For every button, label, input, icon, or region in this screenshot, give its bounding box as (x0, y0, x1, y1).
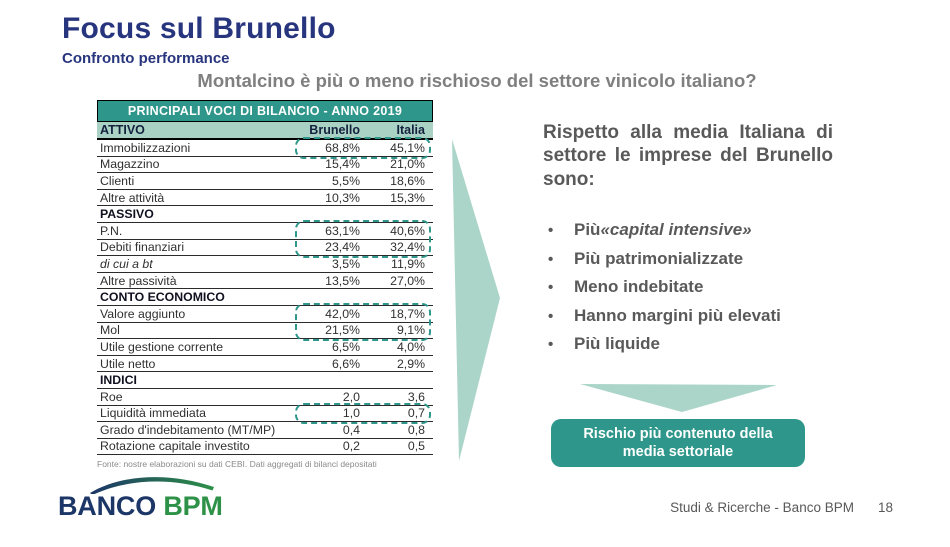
table-row (97, 439, 433, 456)
footer-credit: Studi & Ricerche - Banco BPM (670, 500, 854, 515)
insight-bullet (548, 307, 848, 324)
table-row (97, 256, 433, 273)
value-italia: 0,5 (407, 439, 425, 454)
row-label: Debiti finanziari (100, 240, 185, 255)
table-row (97, 240, 433, 257)
page-number: 18 (877, 500, 893, 515)
value-brunello: 2,0 (342, 389, 360, 404)
value-italia: 3,6 (407, 389, 425, 404)
row-label: P.N. (100, 223, 123, 238)
table-title-bar: PRINCIPALI VOCI DI BILANCIO - ANNO 2019 (97, 100, 433, 122)
table-row (97, 356, 433, 373)
column-italia-label: Italia (396, 123, 425, 137)
insight-bullet (548, 221, 848, 238)
bullet-dot-icon: • (548, 336, 554, 353)
bullet-text: Hanno margini più elevati (574, 305, 781, 325)
table-row (97, 323, 433, 340)
row-label: Immobilizzazioni (100, 140, 191, 155)
row-label: Utile gestione corrente (100, 339, 224, 354)
balance-table (97, 100, 433, 469)
table-section-row (97, 206, 433, 223)
value-brunello: 3,5% (331, 256, 360, 271)
value-brunello: 0,2 (342, 439, 360, 454)
value-italia: 32,4% (390, 240, 425, 255)
table-column-header (97, 122, 433, 140)
row-label: Magazzino (100, 157, 160, 172)
value-brunello: 6,5% (331, 339, 360, 354)
bullet-text: Meno indebitate (574, 277, 704, 296)
row-label: Mol (100, 323, 120, 338)
row-label: INDICI (100, 373, 137, 388)
table-row (97, 273, 433, 290)
table-row (97, 306, 433, 323)
banco-bpm-logo (58, 476, 238, 522)
logo-text-bpm: BPM (163, 491, 223, 521)
question-heading: Montalcino è più o meno rischioso del settore vinicolo italiano? (197, 70, 757, 91)
table-section-row (97, 289, 433, 306)
value-italia: 11,9% (391, 256, 425, 271)
value-italia: 18,6% (390, 173, 425, 188)
value-brunello: 68,8% (325, 140, 360, 155)
table-row (97, 190, 433, 207)
column-brunello-label: Brunello (309, 123, 360, 137)
page-subtitle: Confronto performance (62, 50, 230, 67)
value-italia: 0,7 (407, 406, 425, 421)
page-title: Focus sul Brunello (62, 12, 336, 45)
insight-bullet (548, 335, 848, 352)
value-brunello: 0,4 (342, 422, 360, 437)
table-rows (97, 140, 433, 455)
table-row (97, 422, 433, 439)
value-brunello: 1,0 (342, 406, 360, 421)
table-row (97, 140, 433, 157)
table-row (97, 223, 433, 240)
bullet-text: Più liquide (574, 334, 660, 353)
source-note: Fonte: nostre elaborazioni su dati CEBI. Dati aggregati di bilanci depositati (97, 459, 377, 470)
table-row (97, 389, 433, 406)
conclusion-box: Rischio più contenuto della media settoriale (551, 419, 805, 467)
row-label: Utile netto (100, 356, 156, 371)
table-row (97, 157, 433, 174)
bullet-text: Più (574, 220, 601, 239)
value-italia: 21,0% (390, 157, 425, 172)
value-italia: 27,0% (390, 273, 425, 288)
value-brunello: 23,4% (325, 240, 360, 255)
row-label: Altre passività (100, 273, 177, 288)
table-row (97, 406, 433, 423)
value-brunello: 10,3% (325, 190, 360, 205)
value-brunello: 5,5% (331, 173, 360, 188)
column-section-label: ATTIVO (100, 123, 145, 137)
row-label: Clienti (100, 173, 135, 188)
row-label: Altre attività (100, 190, 165, 205)
value-italia: 40,6% (390, 223, 425, 238)
row-label: PASSIVO (100, 207, 154, 222)
table-row (97, 339, 433, 356)
row-label: Grado d'indebitamento (MT/MP) (100, 422, 276, 437)
insight-bullet-list (548, 221, 848, 364)
bullet-dot-icon: • (548, 222, 554, 239)
value-brunello: 42,0% (325, 306, 360, 321)
insight-intro: Rispetto alla media Italiana di settore le imprese del Brunello sono: (543, 122, 833, 190)
value-brunello: 21,5% (325, 323, 360, 338)
logo-text-banco: BANCO (58, 491, 156, 521)
row-label: CONTO ECONOMICO (100, 290, 225, 305)
value-italia: 0,8 (407, 422, 425, 437)
value-italia: 18,7% (390, 306, 425, 321)
insight-bullet (548, 278, 848, 295)
value-brunello: 6,6% (331, 356, 360, 371)
right-arrow-icon (452, 139, 500, 461)
table-row (97, 173, 433, 190)
value-italia: 2,9% (396, 356, 425, 371)
bullet-dot-icon: • (548, 279, 554, 296)
value-brunello: 15,4% (325, 157, 360, 172)
value-brunello: 63,1% (325, 223, 360, 238)
row-label: Rotazione capitale investito (100, 439, 250, 454)
row-label: Liquidità immediata (100, 406, 206, 421)
down-arrow-icon (580, 384, 777, 412)
value-italia: 4,0% (396, 339, 425, 354)
row-label: di cui a bt (100, 256, 153, 271)
bullet-text-italic: «capital intensive» (600, 220, 752, 239)
value-italia: 15,3% (390, 190, 425, 205)
insight-bullet (548, 250, 848, 267)
row-label: Valore aggiunto (100, 306, 186, 321)
row-label: Roe (100, 389, 123, 404)
bullet-text: Più patrimonializzate (574, 248, 744, 268)
value-italia: 9,1% (396, 323, 425, 338)
bullet-dot-icon: • (548, 250, 554, 268)
value-italia: 45,1% (390, 140, 425, 155)
bullet-dot-icon: • (548, 307, 554, 325)
value-brunello: 13,5% (325, 273, 360, 288)
table-section-row (97, 372, 433, 389)
